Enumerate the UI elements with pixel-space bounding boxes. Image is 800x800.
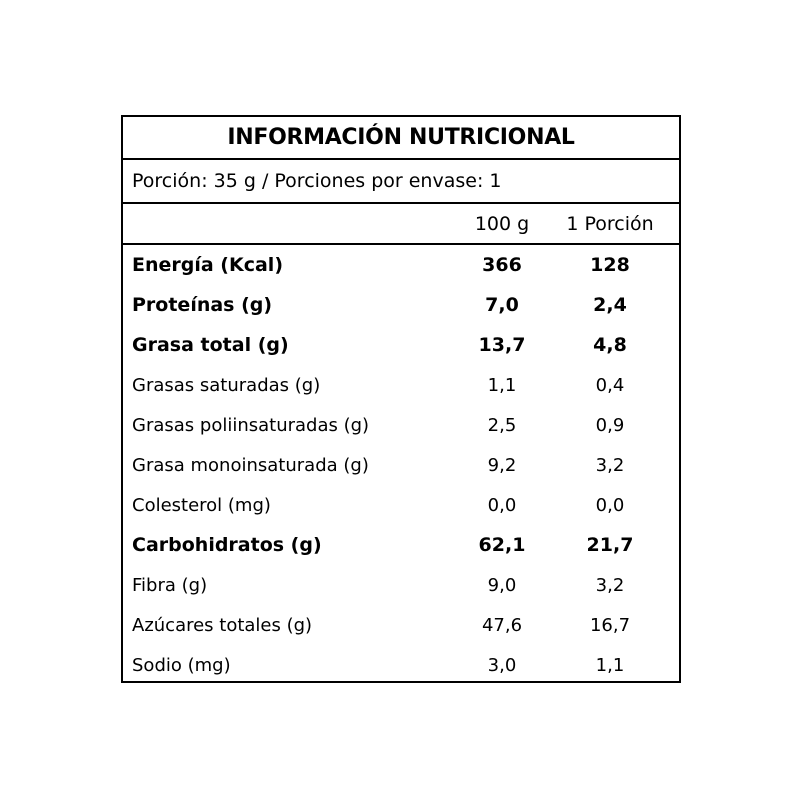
- nutrient-value-portion: 16,7: [589, 614, 631, 636]
- nutrient-value-100g: 47,6: [481, 614, 523, 636]
- nutrient-value-portion: 0,4: [595, 374, 625, 396]
- nutrient-row: [123, 325, 679, 365]
- nutrient-row: [123, 445, 679, 485]
- nutrient-row: [123, 525, 679, 565]
- nutrient-row: [123, 405, 679, 445]
- nutrient-value-portion: 4,8: [593, 334, 627, 356]
- label-title: INFORMACIÓN NUTRICIONAL: [123, 117, 679, 160]
- nutrient-value-100g: 62,1: [478, 534, 526, 556]
- nutrient-row: [123, 645, 679, 685]
- nutrient-value-portion: 3,2: [595, 454, 625, 476]
- nutrient-value-100g: 9,2: [487, 454, 517, 476]
- column-header-portion: 1 Porción: [566, 212, 654, 235]
- nutrient-row: [123, 245, 679, 285]
- nutrient-name: Proteínas (g): [132, 294, 273, 316]
- nutrient-value-100g: 9,0: [487, 574, 517, 596]
- serving-info: Porción: 35 g / Porciones por envase: 1: [123, 160, 679, 204]
- nutrient-value-100g: 0,0: [487, 494, 517, 516]
- nutrient-name: Azúcares totales (g): [132, 614, 313, 636]
- nutrient-row: [123, 285, 679, 325]
- nutrient-value-100g: 3,0: [487, 654, 517, 676]
- nutrient-name: Sodio (mg): [132, 654, 231, 676]
- nutrient-row: [123, 485, 679, 525]
- nutrient-row: [123, 365, 679, 405]
- nutrient-name: Grasa total (g): [132, 334, 289, 356]
- nutrient-value-portion: 128: [590, 254, 630, 276]
- nutrient-value-portion: 1,1: [595, 654, 625, 676]
- nutrient-row: [123, 605, 679, 645]
- nutrient-value-portion: 3,2: [595, 574, 625, 596]
- nutrient-value-portion: 21,7: [586, 534, 634, 556]
- nutrient-name: Carbohidratos (g): [132, 534, 322, 556]
- nutrient-value-100g: 2,5: [487, 414, 517, 436]
- nutrient-name: Energía (Kcal): [132, 254, 283, 276]
- nutrient-name: Grasas saturadas (g): [132, 374, 321, 396]
- nutrient-value-portion: 2,4: [593, 294, 627, 316]
- nutrient-row: [123, 565, 679, 605]
- nutrient-value-100g: 13,7: [478, 334, 526, 356]
- nutrition-facts-label: [121, 115, 681, 683]
- nutrient-name: Grasas poliinsaturadas (g): [132, 414, 370, 436]
- nutrient-name: Grasa monoinsaturada (g): [132, 454, 369, 476]
- column-header-row: [123, 204, 679, 245]
- nutrient-rows: [123, 245, 679, 685]
- nutrient-value-portion: 0,0: [595, 494, 625, 516]
- nutrient-value-portion: 0,9: [595, 414, 625, 436]
- nutrient-name: Fibra (g): [132, 574, 208, 596]
- nutrient-value-100g: 7,0: [485, 294, 519, 316]
- nutrient-name: Colesterol (mg): [132, 494, 271, 516]
- column-header-100g: 100 g: [474, 212, 530, 235]
- nutrient-value-100g: 366: [482, 254, 522, 276]
- nutrient-value-100g: 1,1: [487, 374, 517, 396]
